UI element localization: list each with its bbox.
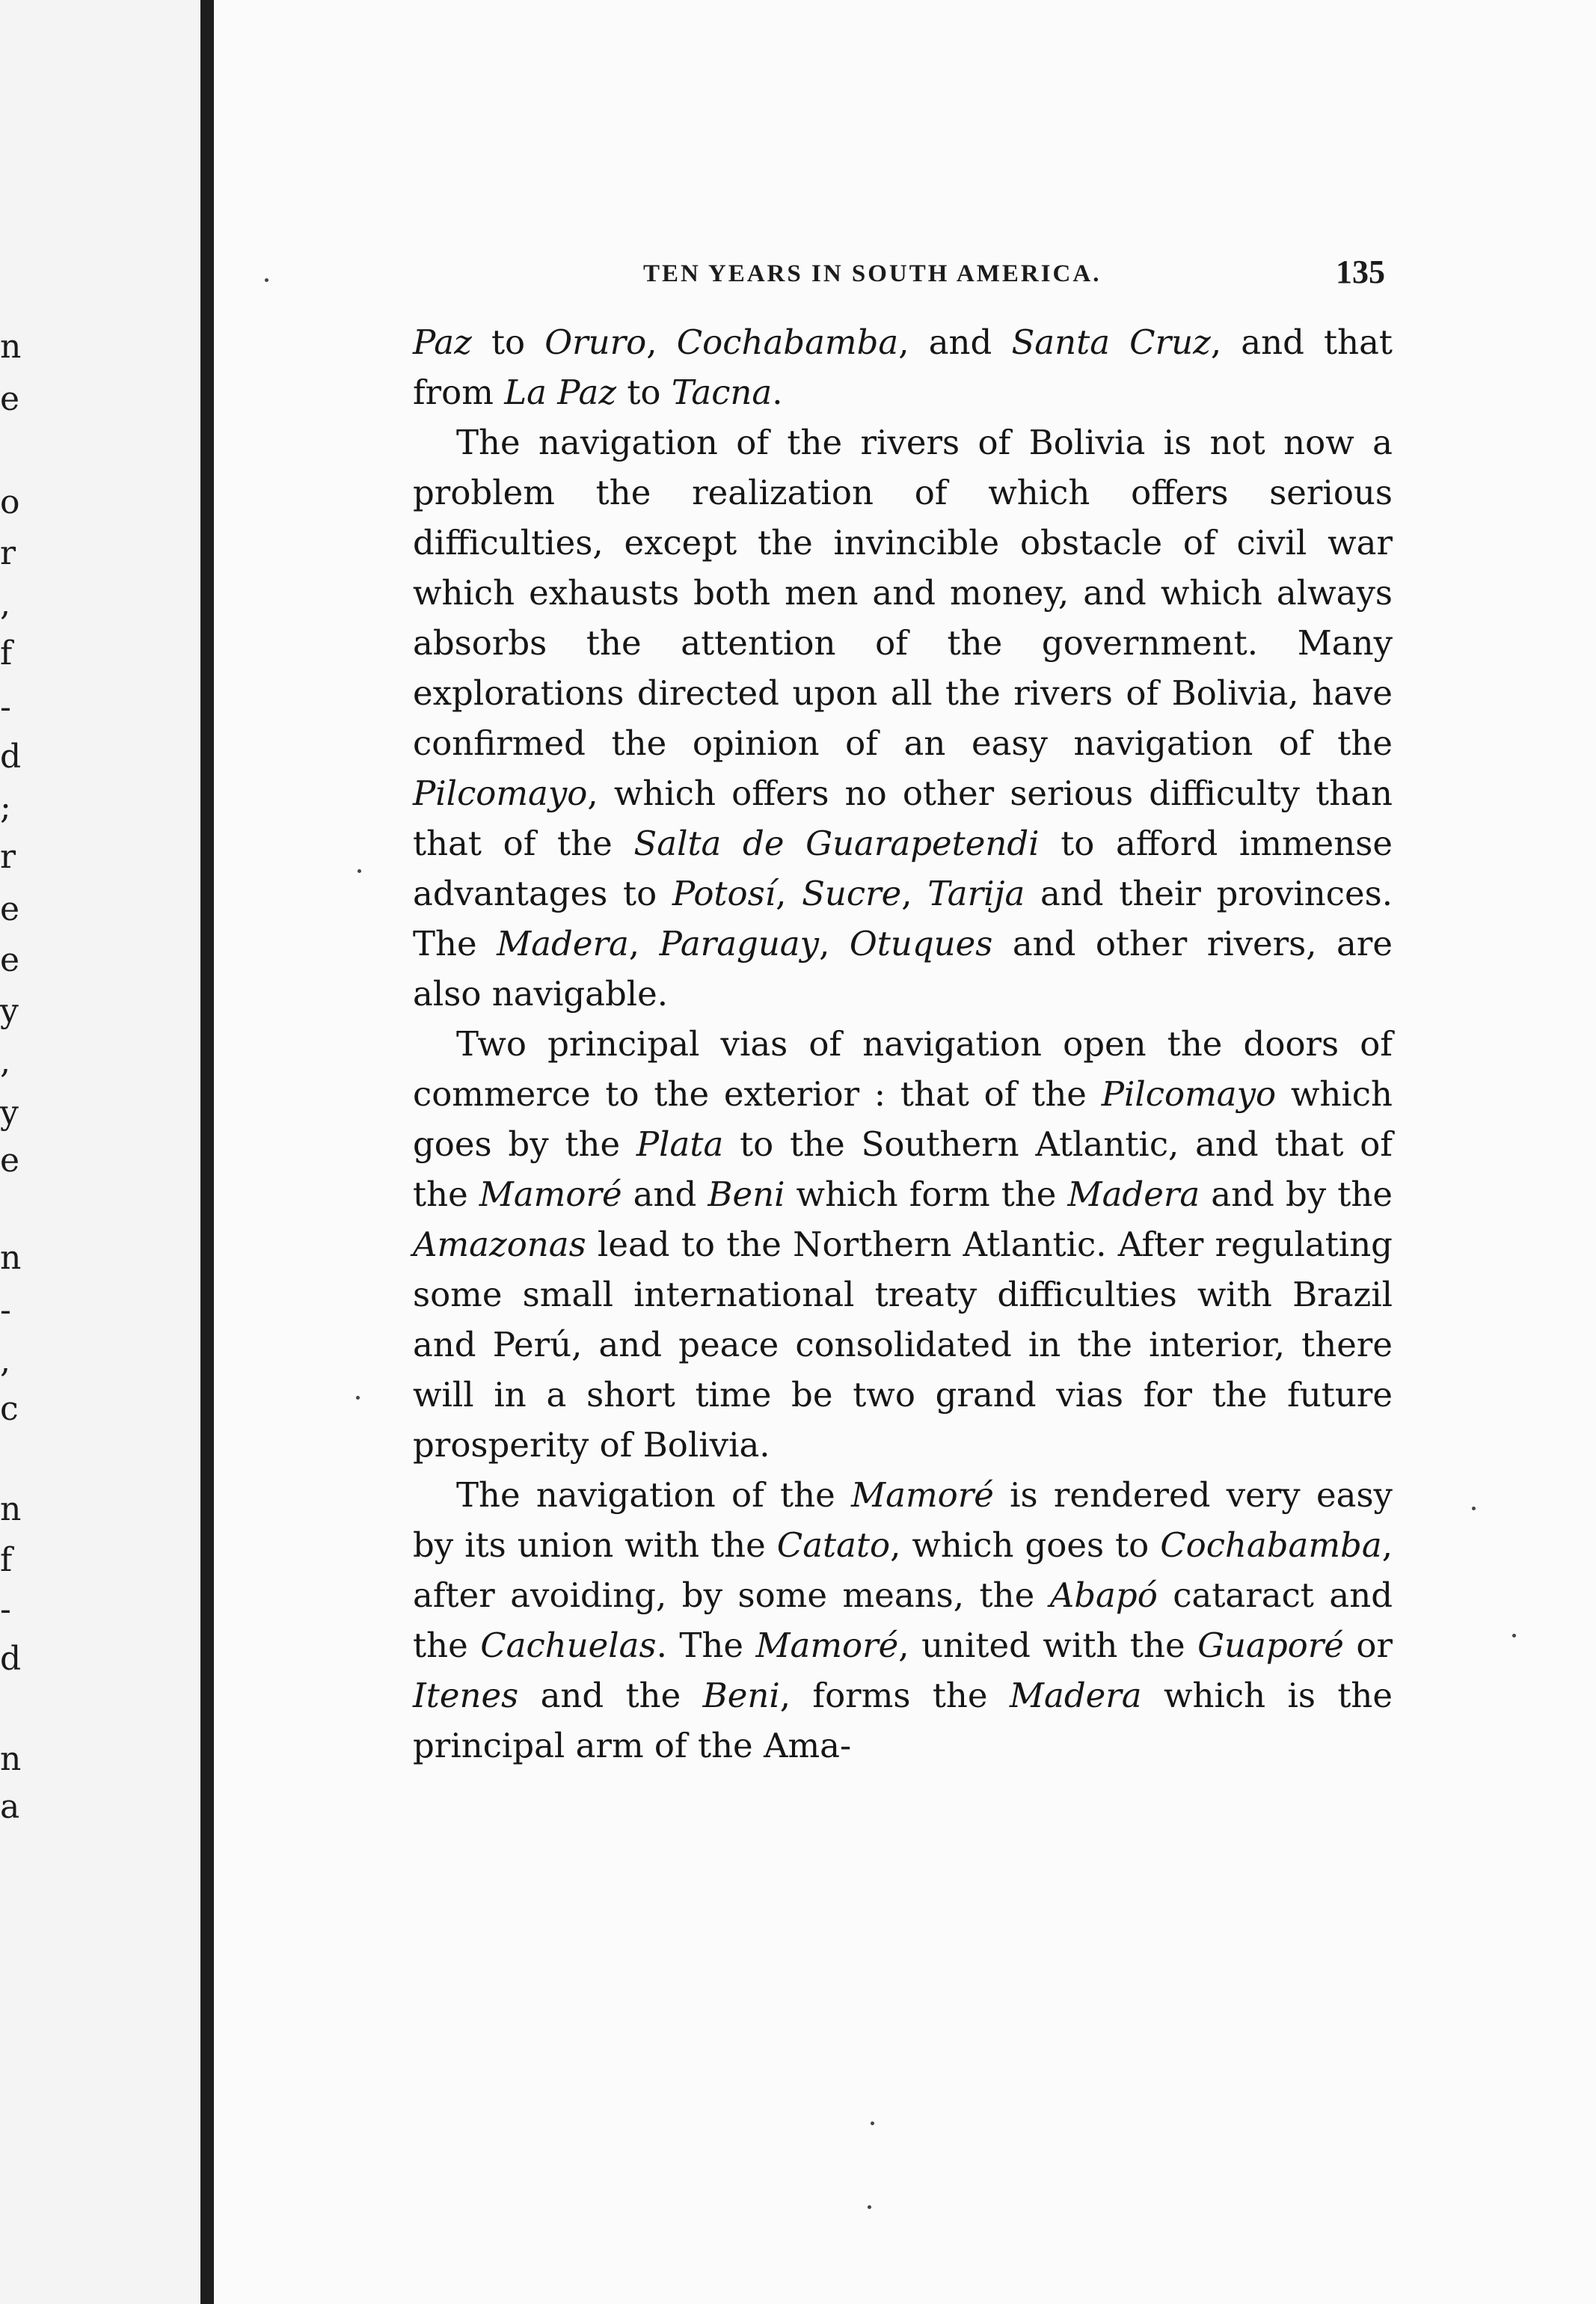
paragraph (413, 417, 1393, 1019)
left-page-edge-char: r (0, 838, 16, 876)
italic-text: Madera (1067, 1174, 1200, 1214)
italic-text: Amazonas (413, 1225, 586, 1264)
italic-text: Plata (636, 1124, 724, 1164)
italic-text: Guaporé (1197, 1626, 1344, 1665)
italic-text: Catato (776, 1525, 891, 1565)
text-run: is rendered very easy by its union with the (413, 1475, 1393, 1565)
left-page-fragment (0, 0, 200, 2304)
text-run: . The (656, 1626, 756, 1665)
scan-speck (1472, 1507, 1476, 1510)
text-run: which is the principal arm of the Ama- (413, 1676, 1393, 1765)
italic-text: Beni (702, 1676, 780, 1715)
italic-text: Cochabamba (676, 322, 899, 362)
italic-text: Pilcomayo (1101, 1074, 1277, 1114)
paragraph (413, 1019, 1393, 1470)
text-run: The navigation of the (456, 1475, 852, 1515)
left-page-edge-char: n (0, 1740, 22, 1778)
italic-text: Paz (413, 322, 472, 362)
running-header-title: TEN YEARS IN SOUTH AMERICA. (643, 260, 1102, 287)
italic-text: Abapó (1049, 1575, 1158, 1615)
italic-text: Salta de Guarapetendi (633, 824, 1040, 863)
text-run: , and that from (413, 322, 1393, 412)
italic-text: Beni (708, 1174, 785, 1214)
italic-text: Mamoré (851, 1475, 994, 1515)
italic-text: Madera (1009, 1676, 1142, 1715)
left-page-edge-char: ; (0, 788, 11, 827)
italic-text: Santa Cruz (1011, 322, 1211, 362)
left-page-edge-char: f (0, 1541, 13, 1579)
text-run: which form the (785, 1174, 1068, 1214)
text-run: and other rivers, are also navigable. (413, 924, 1393, 1014)
left-page-edge-char: e (0, 380, 20, 418)
left-page-edge-char: o (0, 483, 20, 521)
text-run: to the Southern Atlantic, and that of the (413, 1124, 1393, 1214)
text-run: to (616, 373, 672, 412)
left-page-edge-char: - (0, 688, 11, 726)
left-page-edge-char: e (0, 1142, 20, 1180)
left-page-edge-char: n (0, 1239, 22, 1277)
text-run: to (471, 322, 545, 362)
text-run: , (628, 924, 660, 963)
left-page-edge-char: y (0, 1094, 19, 1132)
scan-speck (265, 278, 268, 282)
italic-text: Tacna (671, 373, 773, 412)
text-run: cataract and the (413, 1575, 1393, 1665)
paragraph (413, 317, 1393, 417)
text-run: , and (898, 322, 1012, 362)
text-run: lead to the Northern Atlantic. After regulating some small international treaty difficulties with Brazil and Perú, and peace consolidated in the interior, there will in a short time be two grand vias for the future prosperity of Bolivia. (413, 1225, 1393, 1465)
left-page-edge-char: - (0, 1291, 11, 1329)
text-run: . (772, 373, 783, 412)
text-run: , forms the (779, 1676, 1010, 1715)
text-run: and their provinces. The (413, 874, 1393, 963)
running-header (404, 253, 1385, 298)
scan-speck (357, 869, 361, 873)
left-page-edge-char: - (0, 1590, 11, 1629)
text-run: The navigation of the rivers of Bolivia is not now a problem the realization of which offers serious difficulties, except the invincible obstacle of civil war which exhausts both men and money, and which always absorbs the attention of the government. Many explorations directed upon all the rivers of Bolivia, have confirmed the opinion of an easy navigation of the (413, 423, 1393, 763)
paragraph (413, 1470, 1393, 1771)
text-run: , (776, 874, 802, 913)
text-run: and by the (1200, 1174, 1393, 1214)
text-run: which goes by the (413, 1074, 1393, 1164)
scan-speck (868, 2205, 871, 2209)
text-run: and the (518, 1676, 703, 1715)
italic-text: Tarija (927, 874, 1025, 913)
text-run: , which goes to (890, 1525, 1161, 1565)
left-page-edge-char: f (0, 634, 13, 672)
left-page-edge-char: y (0, 992, 19, 1030)
italic-text: Pilcomayo (413, 773, 588, 813)
left-page-edge-char: d (0, 738, 22, 776)
italic-text: La Paz (504, 373, 617, 412)
italic-text: Oruro (544, 322, 647, 362)
text-body (413, 317, 1393, 1771)
italic-text: Cachuelas (480, 1626, 657, 1665)
page-number: 135 (1336, 254, 1385, 290)
italic-text: Itenes (413, 1676, 519, 1715)
scan-speck (356, 1396, 360, 1400)
left-page-edge-char: , (0, 1043, 10, 1081)
left-page-edge-char: n (0, 328, 22, 366)
text-run: or (1343, 1626, 1393, 1665)
text-run: , (901, 874, 928, 913)
italic-text: Otuques (849, 924, 993, 963)
left-page-edge-char: , (0, 585, 10, 623)
text-run: , (819, 924, 850, 963)
text-run: and (621, 1174, 708, 1214)
left-page-edge-char: , (0, 1342, 10, 1380)
left-page-edge-char: r (0, 534, 16, 572)
book-gutter (200, 0, 214, 2304)
left-page-edge-char: e (0, 890, 20, 928)
left-page-edge-char: a (0, 1788, 20, 1826)
text-run: , after avoiding, by some means, the (413, 1525, 1393, 1615)
text-run: , (646, 322, 677, 362)
scan-speck (1512, 1634, 1516, 1637)
text-run: , united with the (898, 1626, 1198, 1665)
scan-speck (871, 2121, 874, 2125)
italic-text: Potosí (672, 874, 776, 913)
italic-text: Madera (497, 924, 629, 963)
text-run: Two principal vias of navigation open the doors of commerce to the exterior : that of the (413, 1024, 1393, 1114)
left-page-edge-char: e (0, 941, 20, 979)
italic-text: Cochabamba (1160, 1525, 1382, 1565)
text-run: , which offers no other serious difficulty than that of the (413, 773, 1393, 863)
text-run: to afford immense advantages to (413, 824, 1393, 913)
italic-text: Mamoré (479, 1174, 622, 1214)
left-page-edge-char: d (0, 1640, 22, 1678)
left-page-edge-char: c (0, 1390, 19, 1428)
left-page-edge-char: n (0, 1490, 22, 1528)
italic-text: Mamoré (755, 1626, 899, 1665)
italic-text: Sucre (802, 874, 902, 913)
italic-text: Paraguay (659, 924, 820, 963)
